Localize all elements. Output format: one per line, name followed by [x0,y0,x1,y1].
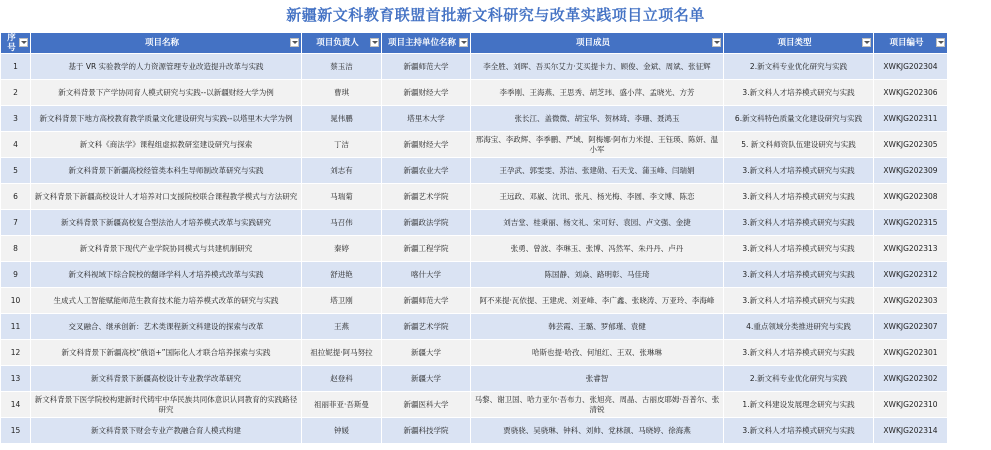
column-header-code: 项目编号 [874,33,948,54]
cell-type[interactable]: 3.新文科人才培养模式研究与实践 [724,288,874,314]
cell-project-name[interactable]: 基于 VR 实验教学的人力资源管理专业改造提升改革与实践 [31,54,302,80]
cell-code[interactable]: XWKJG202311 [874,106,948,132]
cell-leader[interactable]: 晁伟鹏 [302,106,382,132]
cell-leader[interactable]: 钟媛 [302,418,382,444]
empty-cell[interactable] [948,236,991,262]
empty-cell[interactable] [948,210,991,236]
cell-project-name[interactable]: 新文科背景下新疆高校“俄语+”国际化人才联合培养探索与实践 [31,340,302,366]
cell-members[interactable]: 阿不来提·瓦依提、王建虎、刘亚峰、李广鑫、张晓涛、万亚玲、李海峰 [471,288,724,314]
column-header-name: 项目名称 [31,33,302,54]
header-row [1,33,991,54]
cell-members[interactable]: 陈国静、刘焱、路明彰、马佳琦 [471,262,724,288]
column-header-type: 项目类型 [724,33,874,54]
cell-leader[interactable]: 祖拉妮提·阿马努拉 [302,340,382,366]
cell-type[interactable]: 3.新文科人才培养模式研究与实践 [724,340,874,366]
cell-code[interactable]: XWKJG202303 [874,288,948,314]
table-row [1,236,991,262]
cell-unit[interactable]: 新疆政法学院 [382,210,471,236]
cell-unit[interactable]: 新疆财经大学 [382,132,471,158]
cell-no[interactable]: 13 [1,366,31,392]
cell-type[interactable]: 5. 新文科师资队伍建设研究与实践 [724,132,874,158]
cell-members[interactable]: 张睿智 [471,366,724,392]
cell-no[interactable]: 10 [1,288,31,314]
cell-leader[interactable]: 塔卫刚 [302,288,382,314]
cell-code[interactable]: XWKJG202312 [874,262,948,288]
cell-code[interactable]: XWKJG202301 [874,340,948,366]
cell-no[interactable]: 14 [1,392,31,418]
filter-dropdown-icon[interactable] [370,38,379,47]
cell-unit[interactable]: 新疆财经大学 [382,80,471,106]
sheet-title: 新疆新文科教育联盟首批新文科研究与改革实践项目立项名单 [0,0,991,32]
empty-cell[interactable] [948,366,991,392]
cell-project-name[interactable]: 新文科背景下现代产业学院协同模式与共建机制研究 [31,236,302,262]
cell-no[interactable]: 2 [1,80,31,106]
cell-project-name[interactable]: 新文科《商法学》课程组虚拟教研室建设研究与探索 [31,132,302,158]
cell-leader[interactable]: 蔡玉洁 [302,54,382,80]
empty-cell[interactable] [948,262,991,288]
cell-leader[interactable]: 马瑞菊 [302,184,382,210]
cell-no[interactable]: 15 [1,418,31,444]
cell-members[interactable]: 马黎、谢卫国、哈力亚尔·吾布力、张旭亮、周晶、古丽皮耶姆·吾普尔、张清锐 [471,392,724,418]
cell-type[interactable]: 3.新文科人才培养模式研究与实践 [724,158,874,184]
empty-cell[interactable] [948,132,991,158]
cell-unit[interactable]: 新疆艺术学院 [382,314,471,340]
cell-project-name[interactable]: 新文科背景下新疆高校经管类本科生导师制改革研究与实践 [31,158,302,184]
filter-dropdown-icon[interactable] [862,38,871,47]
cell-members[interactable]: 刘吉堂、桂秉丽、杨文礼、宋可好、袁园、卢文强、金捷 [471,210,724,236]
cell-code[interactable]: XWKJG202305 [874,132,948,158]
column-header-leader: 项目负责人 [302,33,382,54]
table-row [1,132,991,158]
cell-type[interactable]: 4.重点领域分类推进研究与实践 [724,314,874,340]
cell-members[interactable]: 张勇、曾波、李琳玉、张博、冯然军、朱丹丹、卢丹 [471,236,724,262]
cell-leader[interactable]: 舒进艳 [302,262,382,288]
cell-type[interactable]: 6.新文科特色质量文化建设研究与实践 [724,106,874,132]
cell-unit[interactable]: 新疆大学 [382,366,471,392]
cell-type[interactable]: 3.新文科人才培养模式研究与实践 [724,418,874,444]
cell-code[interactable]: XWKJG202306 [874,80,948,106]
cell-project-name[interactable]: 新文科背景下财会专业产教融合育人模式构建 [31,418,302,444]
cell-type[interactable]: 2.新文科专业优化研究与实践 [724,366,874,392]
cell-no[interactable]: 12 [1,340,31,366]
cell-unit[interactable]: 新疆科技学院 [382,418,471,444]
empty-cell[interactable] [948,392,991,418]
cell-code[interactable]: XWKJG202314 [874,418,948,444]
table-row [1,106,991,132]
cell-leader[interactable]: 祖丽菲亚·吾斯曼 [302,392,382,418]
cell-project-name[interactable]: 新文科背景下医学院校构建新时代铸牢中华民族共同体意识认同教育的实践路径研究 [31,392,302,418]
cell-leader[interactable]: 秦婷 [302,236,382,262]
project-table [0,32,991,444]
empty-cell[interactable] [948,340,991,366]
table-row [1,340,991,366]
cell-code[interactable]: XWKJG202309 [874,158,948,184]
empty-cell[interactable] [948,288,991,314]
cell-unit[interactable]: 新疆师范大学 [382,288,471,314]
cell-no[interactable]: 11 [1,314,31,340]
cell-project-name[interactable]: 新文科背景下新疆高校设计专业教学改革研究 [31,366,302,392]
table-row [1,262,991,288]
cell-code[interactable]: XWKJG202304 [874,54,948,80]
cell-project-name[interactable]: 新文科背景下产学协同育人模式研究与实践--以新疆财经大学为例 [31,80,302,106]
cell-members[interactable]: 王远政、邓崴、沈讯、张凡、杨光梅、李圆、李文博、陈恋 [471,184,724,210]
filter-dropdown-icon[interactable] [936,38,945,47]
cell-leader[interactable]: 曹琪 [302,80,382,106]
cell-no[interactable]: 5 [1,158,31,184]
cell-leader[interactable]: 丁洁 [302,132,382,158]
table-row [1,184,991,210]
cell-unit[interactable]: 喀什大学 [382,262,471,288]
cell-leader[interactable]: 刘志有 [302,158,382,184]
cell-unit[interactable]: 新疆工程学院 [382,236,471,262]
cell-no[interactable]: 7 [1,210,31,236]
cell-no[interactable]: 4 [1,132,31,158]
cell-unit[interactable]: 新疆农业大学 [382,158,471,184]
empty-column-cell [948,33,991,54]
table-row [1,158,991,184]
empty-cell[interactable] [948,80,991,106]
cell-type[interactable]: 3.新文科人才培养模式研究与实践 [724,262,874,288]
cell-project-name[interactable]: 生成式人工智能赋能师范生教育技术能力培养模式改革的研究与实践 [31,288,302,314]
cell-no[interactable]: 1 [1,54,31,80]
cell-unit[interactable]: 新疆医科大学 [382,392,471,418]
table-row [1,80,991,106]
cell-project-name[interactable]: 新文科背景下地方高校教育教学质量文化建设研究与实践--以塔里木大学为例 [31,106,302,132]
table-row [1,392,991,418]
cell-no[interactable]: 8 [1,236,31,262]
cell-unit[interactable]: 新疆艺术学院 [382,184,471,210]
cell-members[interactable]: 王孕武、郭雯雯、苏洁、张建勋、石天戈、蒲玉峰、闫瑞娟 [471,158,724,184]
table-row [1,54,991,80]
cell-type[interactable]: 3.新文科人才培养模式研究与实践 [724,184,874,210]
empty-cell[interactable] [948,106,991,132]
empty-cell[interactable] [948,54,991,80]
cell-code[interactable]: XWKJG202315 [874,210,948,236]
cell-type[interactable]: 3.新文科人才培养模式研究与实践 [724,236,874,262]
cell-project-name[interactable]: 新文科视域下综合院校的翻译学科人才培养模式改革与实践 [31,262,302,288]
cell-project-name[interactable]: 交叉融合、继承创新：艺术类课程新文科建设的探索与改革 [31,314,302,340]
cell-type[interactable]: 3.新文科人才培养模式研究与实践 [724,80,874,106]
cell-no[interactable]: 3 [1,106,31,132]
filter-dropdown-icon[interactable] [459,38,468,47]
cell-leader[interactable]: 马召伟 [302,210,382,236]
cell-code[interactable]: XWKJG202308 [874,184,948,210]
cell-leader[interactable]: 赵登科 [302,366,382,392]
cell-code[interactable]: XWKJG202302 [874,366,948,392]
column-header-no: 序号 [1,33,31,54]
cell-code[interactable]: XWKJG202313 [874,236,948,262]
cell-type[interactable]: 1.新文科建设发展理念研究与实践 [724,392,874,418]
empty-cell[interactable] [948,158,991,184]
table-row [1,314,991,340]
cell-leader[interactable]: 王燕 [302,314,382,340]
empty-cell[interactable] [948,184,991,210]
cell-type[interactable]: 2.新文科专业优化研究与实践 [724,54,874,80]
cell-type[interactable]: 3.新文科人才培养模式研究与实践 [724,210,874,236]
cell-members[interactable]: 李全胜、刘晖、吾买尔艾力·艾买提卡力、顾俊、金斌、周斌、张征辉 [471,54,724,80]
table-row [1,418,991,444]
filter-dropdown-icon[interactable] [19,38,28,47]
column-header-members: 项目成员 [471,33,724,54]
cell-unit[interactable]: 新疆师范大学 [382,54,471,80]
cell-code[interactable]: XWKJG202307 [874,314,948,340]
filter-dropdown-icon[interactable] [290,38,299,47]
empty-cell[interactable] [948,314,991,340]
cell-members[interactable]: 张长江、盖微微、胡宝华、贺林琦、李珊、聂鸿玉 [471,106,724,132]
column-header-unit: 项目主持单位名称 [382,33,471,54]
cell-no[interactable]: 9 [1,262,31,288]
cell-members[interactable]: 韩芸霞、王璐、罗郁瑾、袁健 [471,314,724,340]
table-row [1,210,991,236]
cell-no[interactable]: 6 [1,184,31,210]
cell-members[interactable]: 李季刚、王海燕、王思秀、胡芝玮、盛小萍、孟晓光、方芳 [471,80,724,106]
cell-unit[interactable]: 塔里木大学 [382,106,471,132]
cell-code[interactable]: XWKJG202310 [874,392,948,418]
cell-members[interactable]: 邢海宝、李政辉、李季鹏、严域、阿梅娜·阿布力米提、王钰瑛、陈妍、温小军 [471,132,724,158]
cell-project-name[interactable]: 新文科背景下新疆高校复合型法治人才培养模式改革与实践研究 [31,210,302,236]
cell-project-name[interactable]: 新文科背景下新疆高校设计人才培养对口支援院校联合课程教学模式与方法研究 [31,184,302,210]
cell-members[interactable]: 贾骁骁、吴骁琳、钟科、刘帅、党林颉、马晓婷、徐海燕 [471,418,724,444]
filter-dropdown-icon[interactable] [712,38,721,47]
cell-unit[interactable]: 新疆大学 [382,340,471,366]
table-row [1,288,991,314]
empty-cell[interactable] [948,418,991,444]
table-row [1,366,991,392]
cell-members[interactable]: 哈斯也提·哈孜、何旭红、王双、张琳琳 [471,340,724,366]
